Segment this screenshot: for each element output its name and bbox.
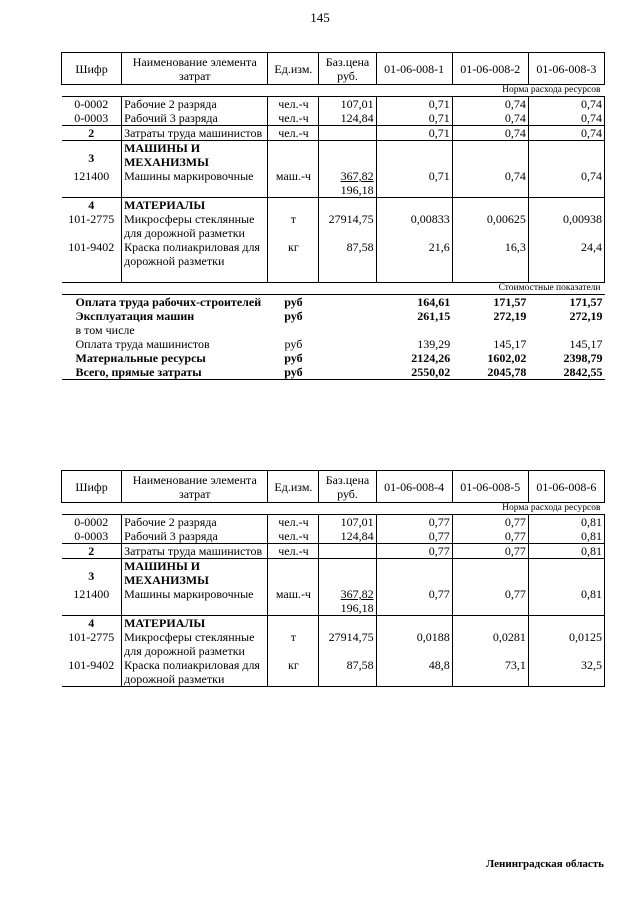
row-value: 0,74 [528,126,604,141]
header-name: Наименование элемента затрат [122,53,268,85]
cost-unit: руб [284,294,303,309]
cost-value: 145,17 [493,336,527,351]
row-name: Затраты труда машинистов [122,126,268,141]
row-price: 27914,75 [319,630,376,658]
row-unit: т [268,630,319,658]
cost-value: 139,29 [417,336,451,351]
row-unit: маш.-ч [268,169,319,198]
row-value: 0,81 [528,587,604,616]
table-row [62,111,605,126]
row-unit: чел.-ч [268,515,319,530]
table-row [62,658,605,687]
resource-table-2 [61,470,605,687]
row-unit: чел.-ч [268,126,319,141]
resource-table-1 [61,52,605,380]
section-row [62,141,605,170]
row-code: 121400 [73,169,110,183]
row-price: 107,01 [319,97,376,112]
cost-value: 272,19 [493,308,527,323]
row-value: 48,8 [376,658,452,687]
row-value: 0,71 [376,111,452,126]
row-value: 0,74 [452,126,528,141]
row-name: Затраты труда машинистов [122,544,268,559]
section-code: 3 [62,559,122,588]
row-unit: кг [268,658,319,687]
table-row [62,126,605,141]
cost-row [62,294,605,309]
row-name: Краска полиакриловая для дорожной разметки [122,240,268,268]
row-value: 0,74 [452,169,528,198]
row-unit: чел.-ч [268,111,319,126]
norm-note-row [62,85,605,97]
cost-value: 2045,78 [452,365,528,380]
table-row [62,240,605,268]
row-price: 124,84 [319,529,376,544]
header-price: Баз.цена руб. [319,53,376,85]
table-row [62,97,605,112]
cost-name: Материальные ресурсы [75,350,206,365]
row-value: 0,71 [376,126,452,141]
header-unit: Ед.изм. [268,53,319,85]
section-title: МАТЕРИАЛЫ [122,198,268,213]
section-title: МАШИНЫ И МЕХАНИЗМЫ [122,559,268,588]
cost-value: 2842,55 [528,365,604,380]
header-column: 01-06-008-2 [452,53,528,85]
section-row [62,616,605,631]
cost-name: Эксплуатация машин [75,308,195,323]
row-code: 2 [62,126,122,141]
row-value: 0,77 [452,544,528,559]
row-name: Машины маркировочные [122,169,268,198]
header-unit: Ед.изм. [268,471,319,503]
cost-note-row [62,282,605,294]
row-name: Рабочий 3 разряда [122,111,268,126]
page-number: 145 [310,10,330,25]
row-value: 0,77 [376,529,452,544]
row-value: 21,6 [376,240,452,268]
row-unit: чел.-ч [268,544,319,559]
row-name: Рабочие 2 разряда [122,515,268,530]
cost-name: Оплата труда машинистов [75,336,210,351]
row-value: 0,00833 [376,212,452,240]
table-header [62,471,605,503]
header-column: 01-06-008-6 [528,471,604,503]
cost-value: 2124,26 [411,350,451,365]
row-name: Краска полиакриловая для дорожной разметки [122,658,268,687]
cost-value: 261,15 [417,308,451,323]
table-row [62,529,605,544]
row-price [319,126,376,141]
row-code: 101-2775 [68,630,115,644]
section-row [62,559,605,588]
cost-unit: руб [284,336,303,351]
row-code: 101-2775 [68,212,115,226]
header-column: 01-06-008-5 [452,471,528,503]
section-code: 3 [62,141,122,170]
machine-price: 367,82 [340,587,374,601]
row-value: 0,74 [528,111,604,126]
row-price: 87,58 [319,240,376,268]
row-value: 0,77 [452,529,528,544]
row-price [319,587,376,616]
row-unit: чел.-ч [268,97,319,112]
norm-note: Норма расхода ресурсов [62,85,605,97]
header-name: Наименование элемента затрат [122,471,268,503]
row-unit: кг [268,240,319,268]
norm-note: Норма расхода ресурсов [62,503,605,515]
row-code: 0-0002 [74,515,109,529]
row-value: 0,74 [528,169,604,198]
row-value: 0,74 [452,97,528,112]
cost-value: 1602,02 [487,350,527,365]
row-name: Рабочие 2 разряда [122,97,268,112]
row-name: Микросферы стеклянные для дорожной разметки [122,630,268,658]
row-code: 0-0003 [74,529,109,543]
row-value: 0,81 [528,529,604,544]
table-header [62,53,605,85]
cost-value: 272,19 [569,308,603,323]
row-price [319,169,376,198]
row-name: Рабочий 3 разряда [122,529,268,544]
row-value: 0,74 [452,111,528,126]
cost-note: Стоимостные показатели [62,282,605,294]
spacer-row [62,268,605,282]
row-code: 0-0002 [74,97,109,111]
row-name: Микросферы стеклянные для дорожной разметки [122,212,268,240]
row-value: 24,4 [528,240,604,268]
row-value: 0,77 [376,544,452,559]
header-code: Шифр [62,53,122,85]
header-price: Баз.цена руб. [319,471,376,503]
cost-unit: руб [284,350,303,365]
row-code: 2 [62,544,122,559]
table-row [62,587,605,616]
row-value: 32,5 [528,658,604,687]
row-code: 0-0003 [74,111,109,125]
row-value: 16,3 [452,240,528,268]
row-value: 0,0281 [452,630,528,658]
table-row [62,212,605,240]
row-value: 0,77 [376,515,452,530]
section-title: МАТЕРИАЛЫ [122,616,268,631]
header-code: Шифр [62,471,122,503]
row-value: 0,81 [528,515,604,530]
row-value: 0,00938 [528,212,604,240]
row-value: 0,71 [376,169,452,198]
row-price: 27914,75 [319,212,376,240]
cost-row [62,337,605,351]
cost-value: 171,57 [493,294,527,309]
cost-unit: руб [268,365,319,380]
row-price: 107,01 [319,515,376,530]
table-row [62,515,605,530]
row-value: 0,77 [452,515,528,530]
cost-row [62,309,605,323]
section-code: 4 [62,616,122,631]
cost-row [62,365,605,380]
row-value: 0,74 [528,97,604,112]
row-code: 101-9402 [62,658,122,687]
row-value: 0,0188 [376,630,452,658]
cost-row [62,351,605,365]
row-value: 0,81 [528,544,604,559]
section-title: МАШИНЫ И МЕХАНИЗМЫ [122,141,268,170]
cost-value: 2398,79 [563,350,603,365]
row-price [319,544,376,559]
row-price: 87,58 [319,658,376,687]
machine-operator-price: 196,18 [340,601,374,615]
cost-name: в том числе [75,322,135,337]
row-code: 121400 [73,587,110,601]
cost-name: Всего, прямые затраты [62,365,268,380]
row-value: 0,77 [376,587,452,616]
row-code: 101-9402 [68,240,115,254]
cost-unit: руб [284,308,303,323]
cost-value: 171,57 [569,294,603,309]
norm-note-row [62,503,605,515]
header-column: 01-06-008-1 [376,53,452,85]
machine-operator-price: 196,18 [340,183,374,197]
row-value: 0,71 [376,97,452,112]
cost-value: 2550,02 [376,365,452,380]
header-column: 01-06-008-3 [528,53,604,85]
section-row [62,198,605,213]
row-unit: чел.-ч [268,529,319,544]
row-price: 124,84 [319,111,376,126]
cost-name: Оплата труда рабочих-строителей [75,294,262,309]
header-column: 01-06-008-4 [376,471,452,503]
section-code: 4 [62,198,122,213]
row-unit: т [268,212,319,240]
row-unit: маш.-ч [268,587,319,616]
row-value: 0,0125 [528,630,604,658]
machine-price: 367,82 [340,169,374,183]
row-value: 73,1 [452,658,528,687]
row-value: 0,77 [452,587,528,616]
footer-region: Ленинградская область [486,858,604,870]
row-value: 0,00625 [452,212,528,240]
cost-row [62,323,605,337]
row-name: Машины маркировочные [122,587,268,616]
cost-value: 164,61 [417,294,451,309]
cost-value: 145,17 [569,336,603,351]
table-row [62,630,605,658]
table-row [62,544,605,559]
table-row [62,169,605,198]
